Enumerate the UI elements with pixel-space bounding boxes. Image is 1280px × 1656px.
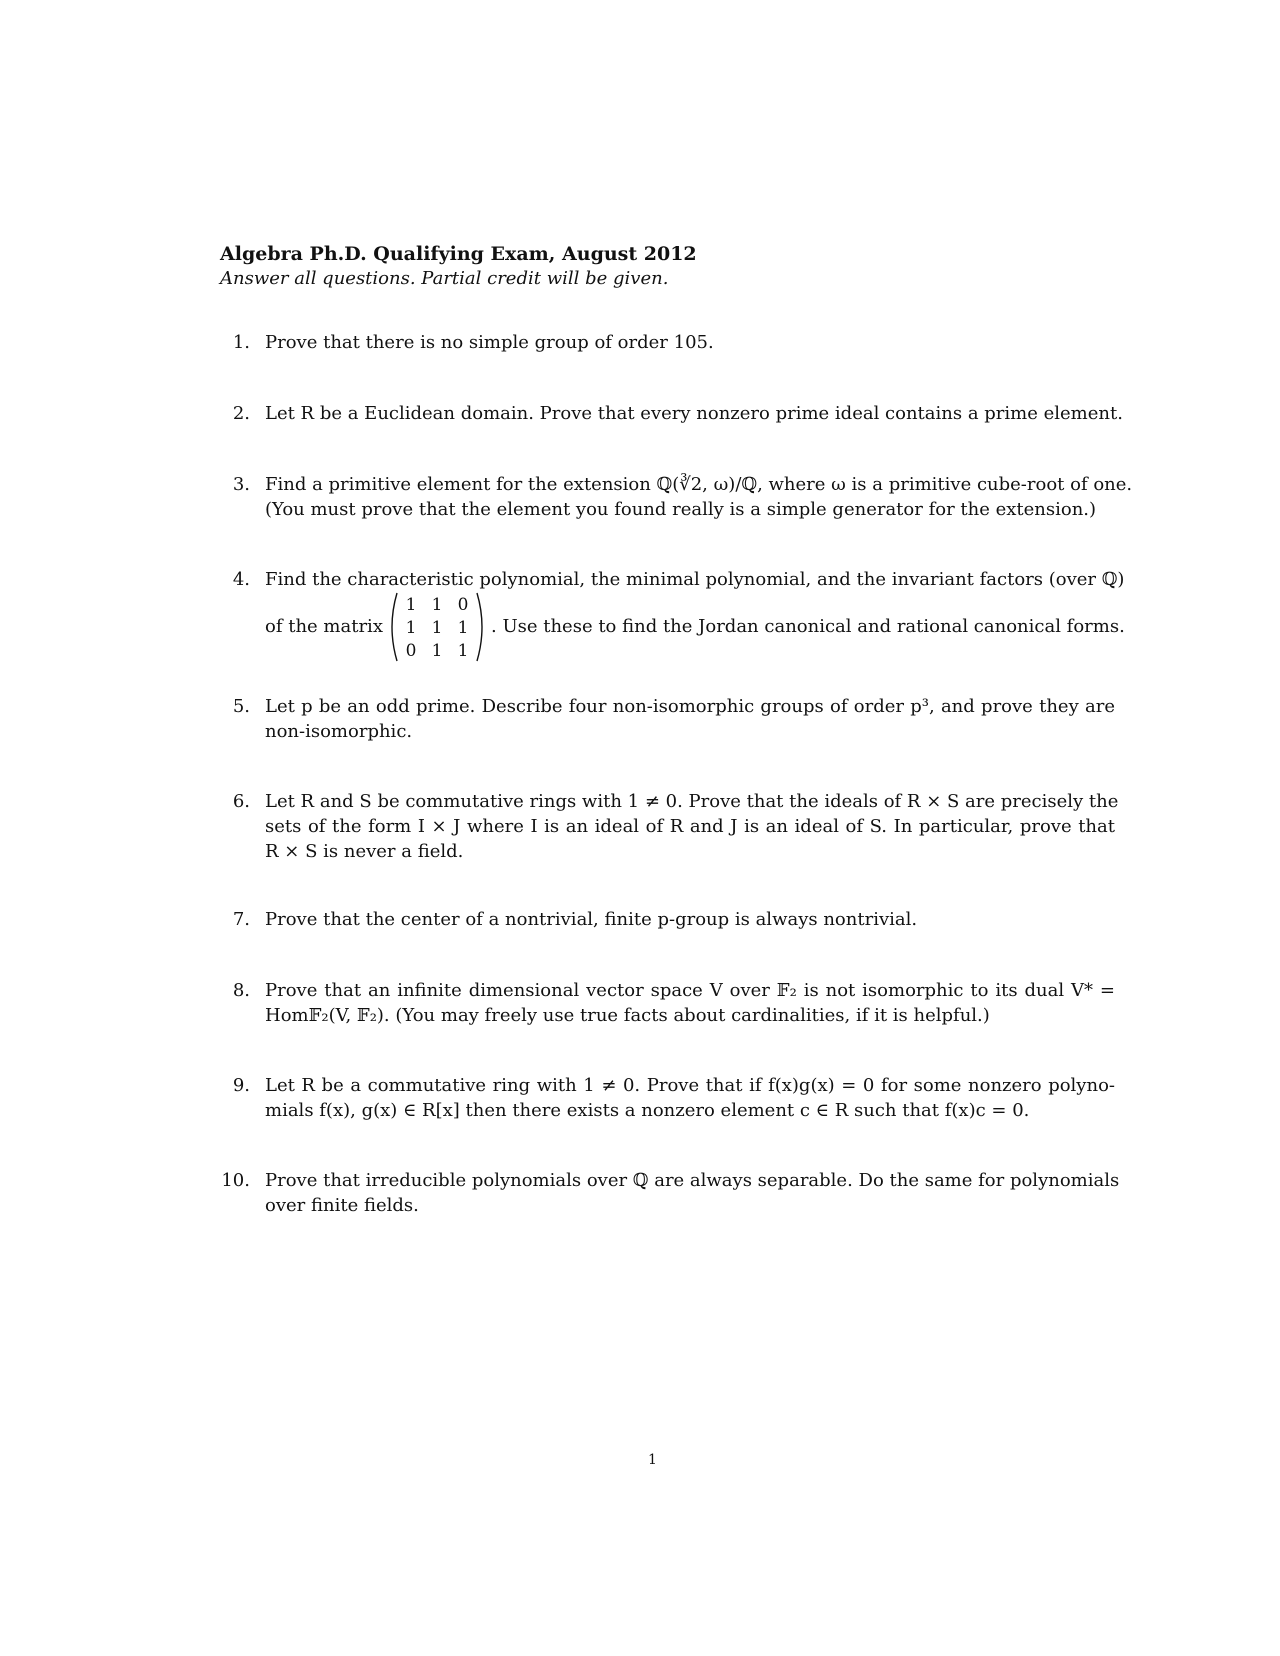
question-line: Prove that there is no simple group of order 105. (265, 332, 714, 353)
matrix-cell: 1 (405, 618, 417, 638)
question-text (265, 694, 1115, 744)
matrix-suffix: . Use these to find the Jordan canonical and rational canonical forms. (491, 616, 1125, 637)
question-line: R × S is never a field. (265, 841, 464, 862)
question-text (265, 330, 1115, 355)
question-line: Prove that the center of a nontrivial, finite p-group is always nontrivial. (265, 909, 918, 930)
question-text (265, 567, 1125, 592)
question-text (265, 789, 1119, 864)
question-line: sets of the form I × J where I is an ideal of R and J is an ideal of S. In particular, prove that (265, 816, 1115, 837)
question-text (265, 401, 1123, 426)
question-line: mials f(x), g(x) ∈ R[x] then there exists a nonzero element c ∈ R such that f(x)c = 0. (265, 1100, 1030, 1121)
matrix-line (265, 595, 1125, 684)
question-line: Let R be a Euclidean domain. Prove that every nonzero prime ideal contains a prime element. (265, 403, 1123, 424)
matrix-graphic (387, 591, 487, 663)
question-4 (220, 567, 1125, 667)
matrix-cell: 1 (431, 618, 443, 638)
matrix-cell: 0 (457, 595, 469, 615)
question-number: 5. (232, 696, 250, 717)
question-line: Let R be a commutative ring with 1 ≠ 0. Prove that if f(x)g(x) = 0 for some nonzero polyno- (265, 1075, 1115, 1096)
question-number: 6. (232, 791, 250, 812)
right-paren (477, 593, 482, 661)
question-number: 2. (232, 403, 250, 424)
matrix-cell: 1 (457, 618, 469, 638)
matrix-cells (406, 595, 469, 661)
matrix-cell: 1 (431, 595, 443, 615)
question-number: 1. (232, 332, 250, 353)
question-line: Find the characteristic polynomial, the minimal polynomial, and the invariant factors (over ℚ) (265, 569, 1125, 590)
question-line: Prove that an infinite dimensional vector space V over 𝔽₂ is not isomorphic to its dual V* = (265, 980, 1115, 1001)
question-number: 9. (232, 1075, 250, 1096)
question-line: Let p be an odd prime. Describe four non-isomorphic groups of order p³, and prove they are (265, 696, 1115, 717)
page-number: 1 (648, 1452, 657, 1468)
matrix-cell: 1 (431, 641, 443, 661)
question-line: non-isomorphic. (265, 721, 413, 742)
question-line: Find a primitive element for the extension ℚ(∛2, ω)/ℚ, where ω is a primitive cube-root of one. (265, 474, 1133, 495)
question-line: Prove that irreducible polynomials over ℚ are always separable. Do the same for polynomials (265, 1170, 1120, 1191)
question-line: (You must prove that the element you found really is a simple generator for the extension.) (265, 499, 1097, 520)
question-number: 8. (232, 980, 250, 1001)
question-text (265, 472, 1133, 522)
matrix (387, 591, 487, 663)
question-number: 7. (232, 909, 250, 930)
matrix-cell: 1 (457, 641, 469, 661)
question-text (265, 978, 1115, 1028)
question-text (265, 907, 1115, 932)
question-line: Let R and S be commutative rings with 1 ≠ 0. Prove that the ideals of R × S are precisely the (265, 791, 1119, 812)
left-paren (392, 593, 397, 661)
matrix-cell: 0 (405, 641, 417, 661)
question-number: 3. (232, 474, 250, 495)
question-line: over finite fields. (265, 1195, 419, 1216)
exam-instructions: Answer all questions. Partial credit will be given. (220, 268, 669, 289)
question-number: 10. (221, 1170, 250, 1191)
exam-title: Algebra Ph.D. Qualifying Exam, August 2012 (220, 243, 697, 265)
question-line: Hom𝔽₂(V, 𝔽₂). (You may freely use true facts about cardinalities, if it is helpful.) (265, 1005, 990, 1026)
question-number: 4. (232, 569, 250, 590)
matrix-prefix: of the matrix (265, 616, 383, 637)
matrix-cell: 1 (405, 595, 417, 615)
question-text (265, 1168, 1120, 1218)
question-text (265, 1073, 1115, 1123)
